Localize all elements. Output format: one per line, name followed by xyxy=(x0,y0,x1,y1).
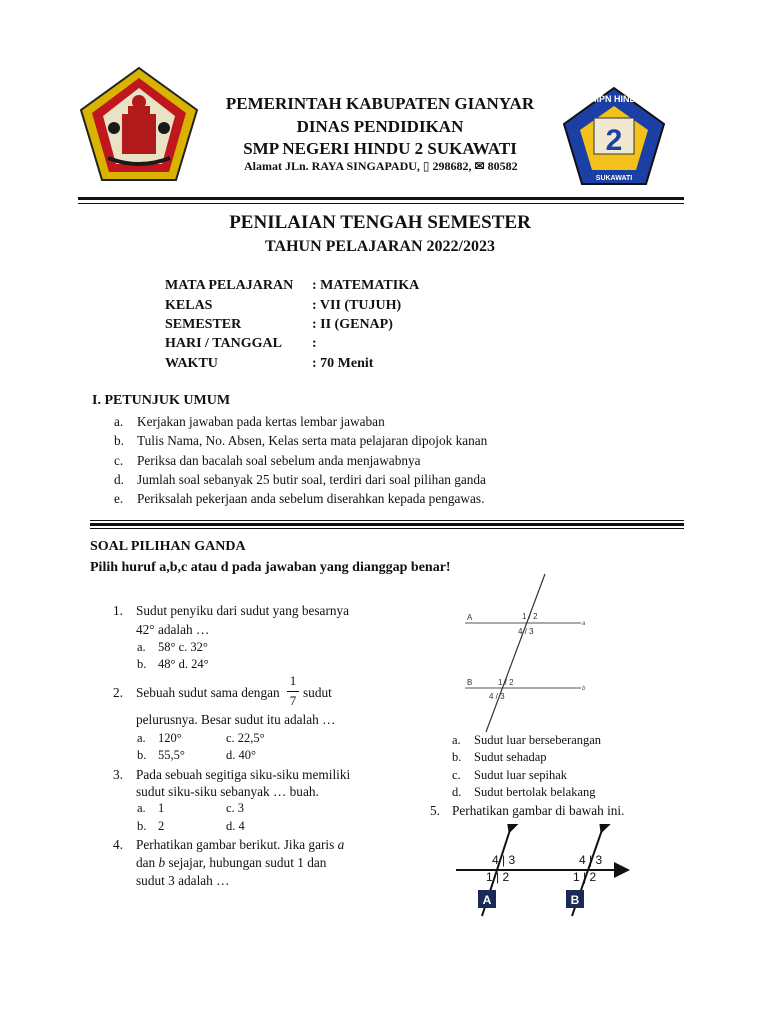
question-4-text-line-2-post: sejajar, hubungan sudut 1 dan xyxy=(165,855,327,870)
instruction-text: Periksa dan bacalah soal sebelum anda menjawabnya xyxy=(137,453,421,468)
info-value-time: : 70 Menit xyxy=(312,356,374,371)
option-letter: a. xyxy=(137,731,146,745)
logo-top-text: SMPN HINDU xyxy=(585,94,643,104)
question-2-option-b: 55,5° xyxy=(158,748,185,762)
question-4-option-b: Sudut sehadap xyxy=(474,750,547,764)
instruction-letter: d. xyxy=(114,472,124,487)
option-letter: a. xyxy=(452,733,461,747)
question-3-option-b: 2 xyxy=(158,819,165,833)
transversal-line xyxy=(486,574,545,732)
figure-1-end-label-a: a xyxy=(582,621,586,627)
question-1-text-line-2: 42° adalah … xyxy=(136,622,210,637)
instruction-letter: a. xyxy=(114,414,124,429)
option-letter: d. xyxy=(452,785,462,799)
question-4-option-d: Sudut bertolak belakang xyxy=(474,785,596,799)
parallel-lines-figure-1 xyxy=(455,568,595,736)
question-2-option-c: c. 22,5° xyxy=(226,731,265,745)
option-letter: b. xyxy=(137,819,147,833)
question-2-text-line-2: pelurusnya. Besar sudut itu adalah … xyxy=(136,712,336,727)
option-letter: a. xyxy=(137,801,146,815)
info-key-subject: MATA PELAJARAN xyxy=(165,278,294,293)
instruction-text: Periksalah pekerjaan anda sebelum diserahkan kepada pengawas. xyxy=(137,491,485,506)
instruction-text: Jumlah soal sebanyak 25 butir soal, terdiri dari soal pilihan ganda xyxy=(137,472,486,487)
section-divider-thick xyxy=(90,523,684,526)
logo-number: 2 xyxy=(605,124,623,157)
info-key-time: WAKTU xyxy=(165,356,218,371)
question-3-text-line-2: sudut siku-siku sebanyak … buah. xyxy=(136,784,319,799)
question-number: 4. xyxy=(113,837,123,852)
figure-2-right-bottom-angles: 1 | 2 xyxy=(573,870,597,884)
figure-2-left-bottom-angles: 1 | 2 xyxy=(486,870,510,884)
question-4-text-line-2-pre: dan xyxy=(136,855,159,870)
instruction-text: Kerjakan jawaban pada kertas lembar jawaban xyxy=(137,414,385,429)
question-4-text-line-1-pre: Perhatikan gambar berikut. Jika garis xyxy=(136,837,338,852)
option-letter: b. xyxy=(137,657,147,671)
line-variable-b: b xyxy=(158,855,166,870)
info-value-date: : xyxy=(312,336,317,351)
question-1-text-line-1: Sudut penyiku dari sudut yang besarnya xyxy=(136,603,350,618)
fraction-numerator: 1 xyxy=(289,673,297,688)
question-2-text-before-fraction: Sebuah sudut sama dengan xyxy=(136,685,280,700)
school-address: Alamat JLn. RAYA SINGAPADU, ▯ 298682, ✉ 80582 xyxy=(244,159,518,173)
header-line-1: PEMERINTAH KABUPATEN GIANYAR xyxy=(225,94,535,113)
instruction-text: Tulis Nama, No. Absen, Kelas serta mata pelajaran dipojok kanan xyxy=(137,433,488,448)
instruction-letter: e. xyxy=(114,491,124,506)
question-2-option-a: 120° xyxy=(158,731,182,745)
figure-1-top-angles-43: 4 / 3 xyxy=(518,627,534,636)
line-variable-a: a xyxy=(337,837,345,852)
instructions-heading: I. PETUNJUK UMUM xyxy=(92,393,231,408)
question-number: 3. xyxy=(113,767,123,782)
info-key-semester: SEMESTER xyxy=(165,317,242,332)
figure-1-bottom-angles-12: 1 / 2 xyxy=(498,678,514,687)
figure-2-left-top-angles: 4 | 3 xyxy=(492,853,516,867)
figure-1-bottom-angles-43: 4 / 3 xyxy=(489,692,505,701)
figure-2-right-top-angles: 4 | 3 xyxy=(579,853,603,867)
question-4-text-line-3: sudut 3 adalah … xyxy=(136,873,230,888)
figure-1-label-a: A xyxy=(467,613,473,622)
figure-1-label-b: B xyxy=(467,678,473,687)
question-number: 1. xyxy=(113,603,123,618)
header-line-2: DINAS PENDIDIKAN xyxy=(296,117,464,136)
question-3-option-a: 1 xyxy=(158,801,165,815)
header-line-3: SMP NEGERI HINDU 2 SUKAWATI xyxy=(243,139,517,158)
info-value-class: : VII (TUJUH) xyxy=(312,298,402,313)
figure-2-badge-a: A xyxy=(482,893,492,907)
question-4-option-c: Sudut luar sepihak xyxy=(474,768,568,782)
question-3-option-d: d. 4 xyxy=(226,819,245,833)
question-2-option-d: d. 40° xyxy=(226,748,256,762)
question-3-option-c: c. 3 xyxy=(226,801,245,815)
question-1-option-a: 58° c. 32° xyxy=(158,640,208,654)
fraction-denominator: 7 xyxy=(289,693,297,708)
section-divider-thin-bottom xyxy=(90,528,684,529)
option-letter: a. xyxy=(137,640,146,654)
figure-2-badge-b: B xyxy=(570,893,580,907)
question-5-text: Perhatikan gambar di bawah ini. xyxy=(452,803,625,818)
question-2-text-after-fraction: sudut xyxy=(303,685,332,700)
parallel-lines-figure-2 xyxy=(452,824,634,924)
logo-bottom-text: SUKAWATI xyxy=(595,175,633,182)
header-divider-thick xyxy=(78,197,684,200)
question-number: 2. xyxy=(113,685,123,700)
info-key-class: KELAS xyxy=(165,298,213,313)
question-4-text-line-2 xyxy=(136,855,326,871)
exam-title: PENILAIAN TENGAH SEMESTER xyxy=(229,212,531,233)
info-value-subject: : MATEMATIKA xyxy=(312,278,420,293)
section-title: SOAL PILIHAN GANDA xyxy=(90,539,246,554)
figure-1-end-label-b: b xyxy=(582,686,586,692)
option-letter: c. xyxy=(452,768,461,782)
question-3-text-line-1: Pada sebuah segitiga siku-siku memiliki xyxy=(136,767,351,782)
info-key-date: HARI / TANGGAL xyxy=(165,336,282,351)
option-letter: b. xyxy=(137,748,147,762)
info-value-semester: : II (GENAP) xyxy=(312,317,393,332)
section-divider-thin-top xyxy=(90,520,684,521)
figure-1-top-angles-12: 1 / 2 xyxy=(522,612,538,621)
question-4-text-line-1 xyxy=(136,837,344,853)
fraction-bar xyxy=(287,691,299,692)
header-divider-thin xyxy=(78,203,684,204)
instruction-letter: b. xyxy=(114,433,124,448)
section-subtitle: Pilih huruf a,b,c atau d pada jawaban yang dianggap benar! xyxy=(90,560,451,575)
option-letter: b. xyxy=(452,750,462,764)
instruction-letter: c. xyxy=(114,453,124,468)
question-1-option-b: 48° d. 24° xyxy=(158,657,209,671)
question-4-option-a: Sudut luar berseberangan xyxy=(474,733,602,747)
exam-year: TAHUN PELAJARAN 2022/2023 xyxy=(265,238,495,255)
question-number: 5. xyxy=(430,803,440,818)
